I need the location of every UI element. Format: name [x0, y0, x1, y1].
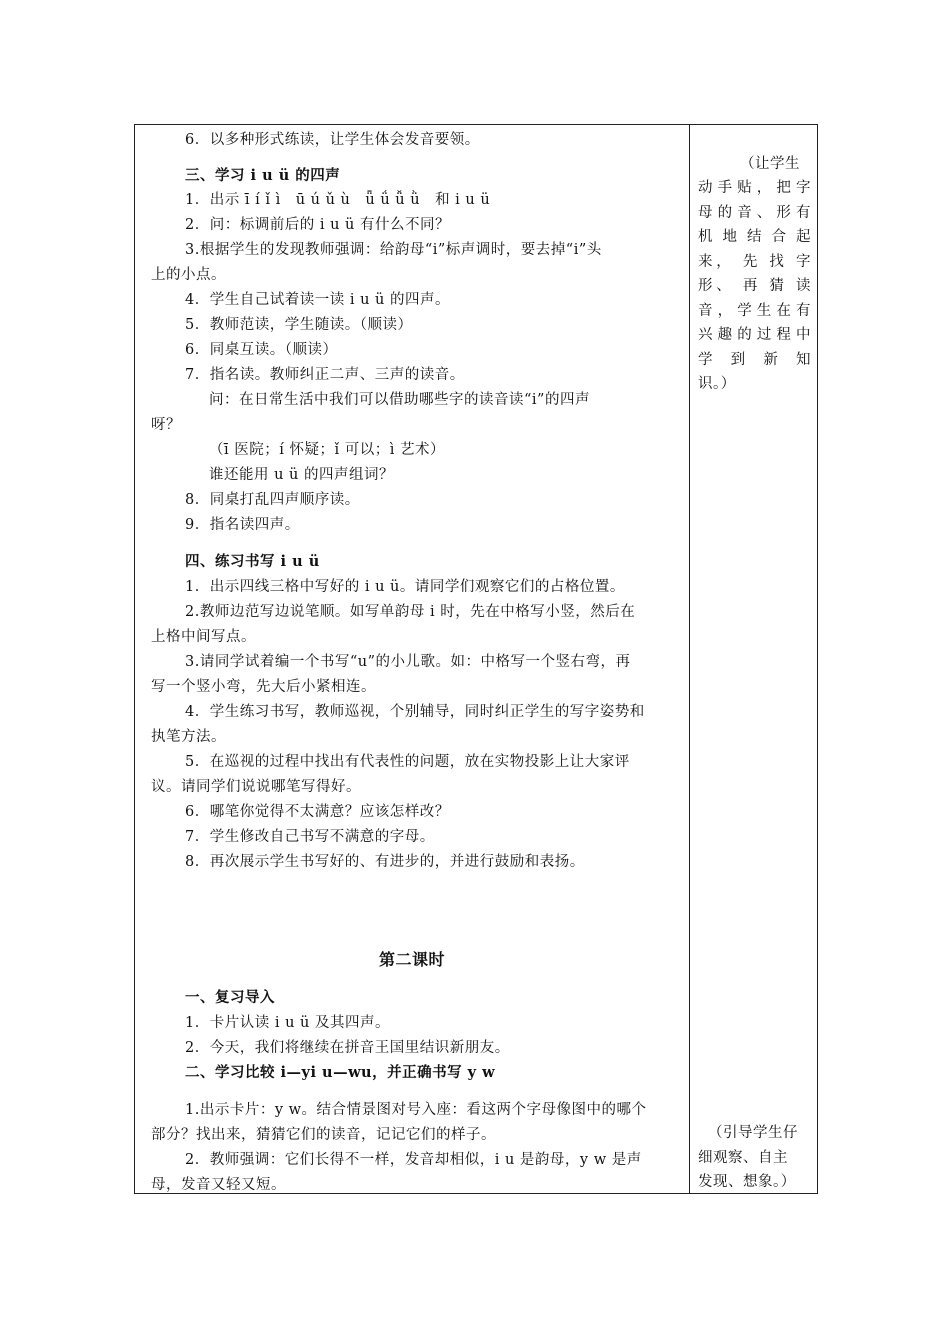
notes-column	[690, 125, 818, 1193]
item-text: 部分？找出来，猜猜它们的读音，记记它们的样子。	[151, 1127, 496, 1143]
item-text: 8．再次展示学生书写好的、有进步的，并进行鼓励和表扬。	[185, 854, 585, 870]
lesson-plan-table	[134, 124, 818, 1194]
section-heading: 二、学习比较 i—yi u—wu，并正确书写 y w	[185, 1064, 496, 1081]
item-text: 3.请同学试着编一个书写“u”的小儿歌。如：中格写一个竖右弯，再	[185, 654, 631, 670]
item-text: 2．今天，我们将继续在拼音王国里结识新朋友。	[185, 1040, 510, 1056]
item-text: 问：在日常生活中我们可以借助哪些字的读音读“i”的四声	[209, 392, 590, 408]
note-line: 学 到 新 知	[698, 352, 811, 368]
item-text: 4．学生练习书写，教师巡视，个别辅导，同时纠正学生的写字姿势和	[185, 704, 645, 720]
item-text: 6．以多种形式练读，让学生体会发音要领。	[185, 132, 480, 148]
note-line: 兴趣的过程中	[698, 327, 811, 343]
item-text: 6．同桌互读。（顺读）	[185, 342, 338, 358]
note-line: 发现、想象。）	[698, 1174, 796, 1190]
note-line: 形、 再 猜 读	[698, 278, 811, 294]
section-heading: 三、学习 i u ü 的四声	[185, 167, 341, 184]
item-text: 9．指名读四声。	[185, 517, 300, 533]
note-line: 来， 先 找 字	[698, 254, 811, 270]
item-text: 执笔方法。	[151, 729, 226, 745]
item-text: 3.根据学生的发现教师强调：给韵母“i”标声调时，要去掉“i”头	[185, 242, 602, 258]
item-text: 写一个竖小弯，先大后小紧相连。	[151, 679, 376, 695]
note-line: （让学生	[740, 156, 800, 172]
note-line: 动手贴，把字	[698, 180, 811, 196]
item-text: 8．同桌打乱四声顺序读。	[185, 492, 360, 508]
lesson-title: 第二课时	[378, 950, 445, 969]
item-text: 2.教师边范写边说笔顺。如写单韵母 i 时，先在中格写小竖，然后在	[185, 604, 636, 620]
item-text: 2．问：标调前后的 i u ü 有什么不同？	[185, 217, 450, 233]
note-line: 机 地 结 合 起	[698, 229, 811, 245]
item-text: 呀？	[151, 417, 181, 433]
item-text: 谁还能用 u ü 的四声组词？	[209, 467, 395, 483]
item-text: 5．教师范读，学生随读。（顺读）	[185, 317, 413, 333]
item-text: 5．在巡视的过程中找出有代表性的问题，放在实物投影上让大家评	[185, 754, 630, 770]
item-text: 1．卡片认读 i u ü 及其四声。	[185, 1015, 390, 1031]
item-text: 1.出示卡片：y w。结合情景图对号入座：看这两个字母像图中的哪个	[185, 1102, 647, 1118]
item-text: （ī 医院；í 怀疑；ǐ 可以；ì 艺术）	[209, 442, 445, 458]
note-line: 细观察、自主	[698, 1150, 788, 1166]
item-text: 1．出示四线三格中写好的 i u ü。请同学们观察它们的占格位置。	[185, 579, 625, 595]
item-text: 上格中间写点。	[151, 629, 256, 645]
item-text: 上的小点。	[151, 267, 226, 283]
item-text: 7．指名读。教师纠正二声、三声的读音。	[185, 367, 465, 383]
item-text: 6．哪笔你觉得不太满意？应该怎样改？	[185, 804, 450, 820]
note-line: 音，学生在有	[698, 303, 811, 319]
item-text: 7．学生修改自己书写不满意的字母。	[185, 829, 435, 845]
section-heading: 一、复习导入	[185, 989, 275, 1006]
item-text: 母，发音又轻又短。	[151, 1177, 286, 1193]
note-line: （引导学生仔	[708, 1125, 798, 1141]
item-text: 2．教师强调：它们长得不一样，发音却相似，i u 是韵母，y w 是声	[185, 1152, 642, 1168]
note-line: 母的音、形有	[698, 205, 811, 221]
section-heading: 四、练习书写 i u ü	[185, 553, 320, 570]
main-content-column	[135, 125, 689, 1193]
item-text: 议。请同学们说说哪笔写得好。	[151, 779, 361, 795]
note-line: 识。）	[698, 376, 736, 392]
item-text: 4．学生自己试着读一读 i u ü 的四声。	[185, 292, 450, 308]
item-text: 1．出示 ī í ǐ ì ū ú ǔ ù ǖ ǘ ǚ ǜ 和 i u ü	[185, 192, 491, 208]
